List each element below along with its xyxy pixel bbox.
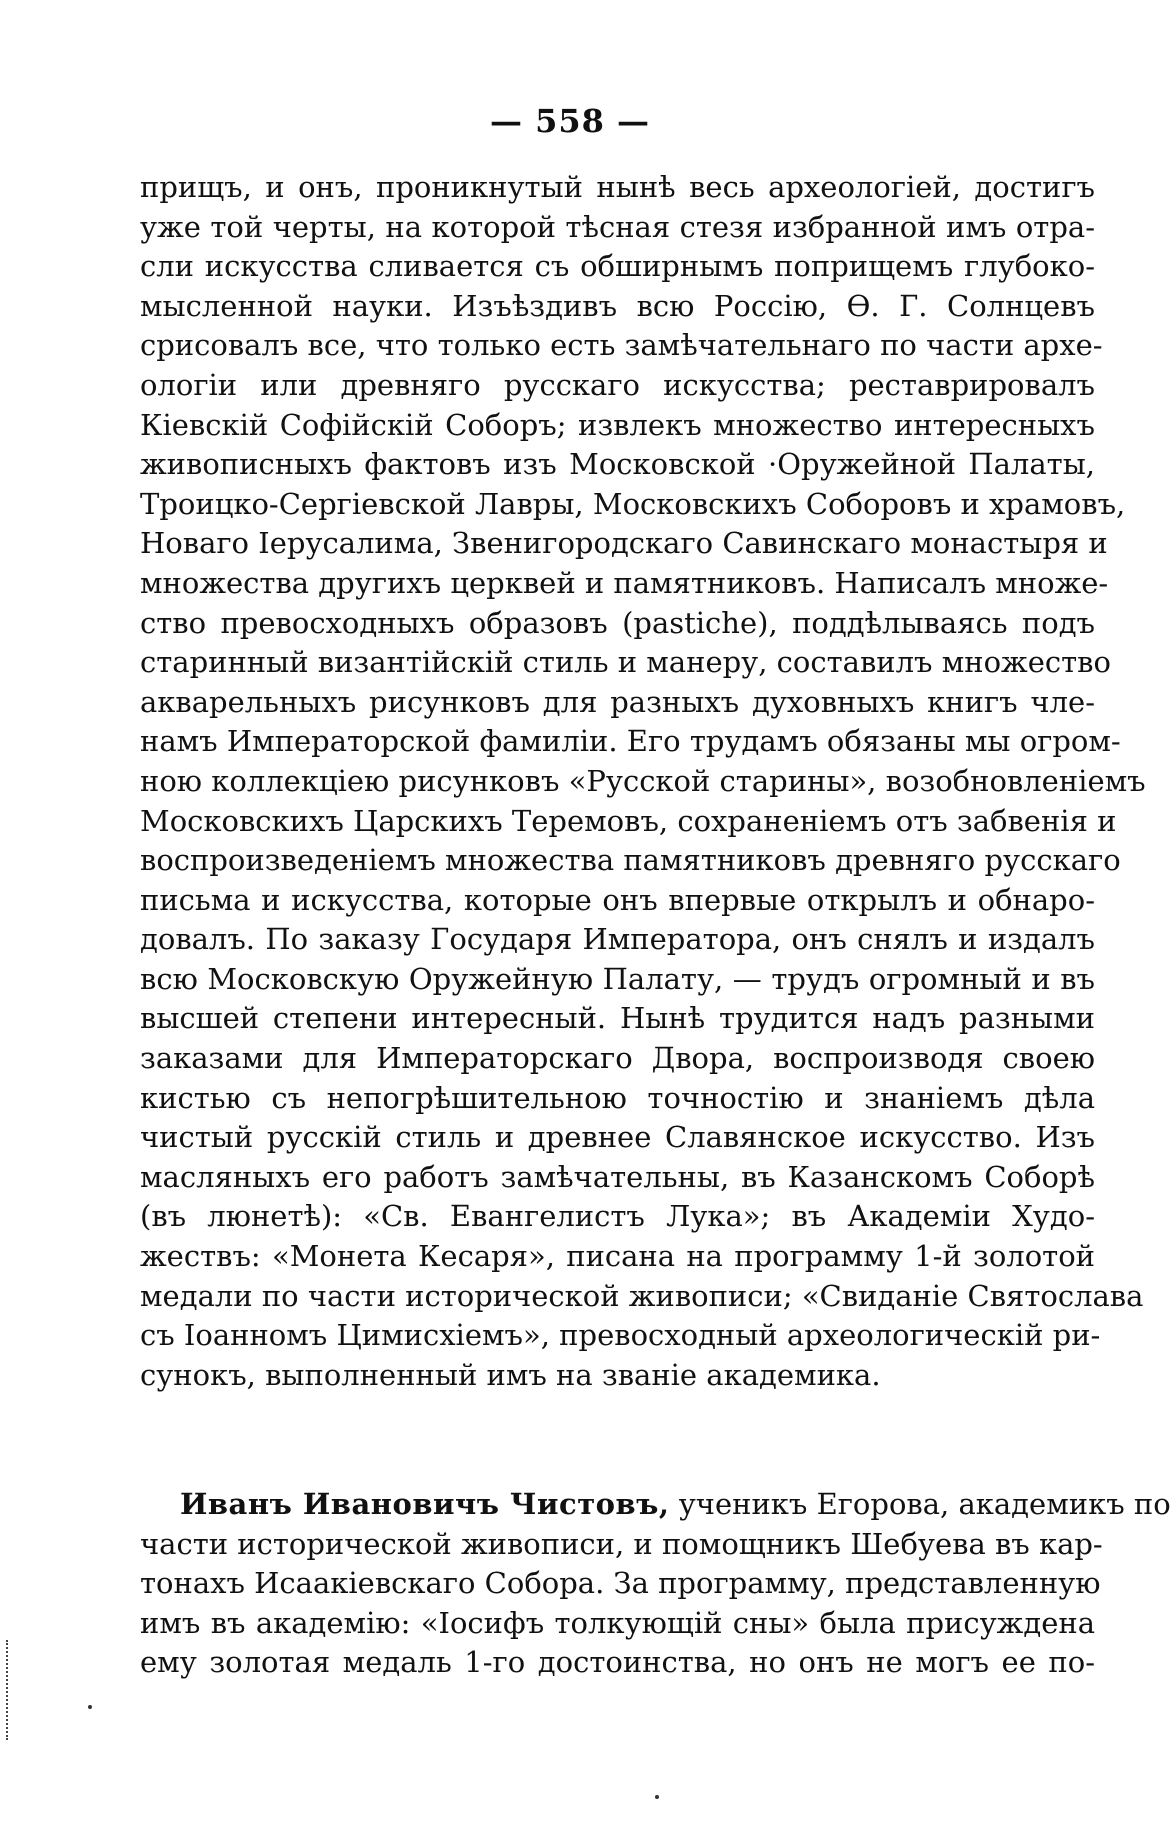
text-line: письма и искусства, которые онъ впервые открылъ и обнаро- bbox=[140, 882, 1095, 917]
text-line: прищъ, и онъ, проникнутый нынѣ весь археологіей, достигъ bbox=[140, 170, 1095, 204]
text-line: ологіи или древняго русскаго искусства; реставрировалъ bbox=[140, 367, 1095, 402]
text-line: сунокъ, выполненный имъ на званіе академика. bbox=[140, 1357, 881, 1392]
text-line: высшей степени интересный. Нынѣ трудится надъ разными bbox=[140, 1001, 1095, 1036]
text-line: сли искусства сливается съ обширнымъ поприщемъ глубоко- bbox=[140, 249, 1095, 284]
text-line: множества другихъ церквей и памятниковъ. Написалъ множе- bbox=[140, 565, 1109, 600]
text-line: имъ въ академію: «Іосифъ толкующій сны» была присуждена bbox=[140, 1605, 1095, 1640]
text-line: воспроизведеніемъ множества памятниковъ древняго русскаго bbox=[140, 843, 1121, 878]
text-line: жествъ: «Монета Кесаря», писана на программу 1-й золотой bbox=[140, 1239, 1095, 1274]
text-line: кистью съ непогрѣшительною точностію и знаніемъ дѣла bbox=[140, 1080, 1095, 1115]
text-line: всю Московскую Оружейную Палату, — трудъ огромный и въ bbox=[140, 961, 1095, 996]
text-line: мысленной науки. Изъѣздивъ всю Россію, Ѳ. Г. Солнцевъ bbox=[140, 288, 1095, 323]
text-line: масляныхъ его работъ замѣчательны, въ Казанскомъ Соборѣ bbox=[140, 1159, 1095, 1194]
text-line: съ Іоанномъ Цимисхіемъ», превосходный археологическій ри- bbox=[140, 1318, 1101, 1353]
text-line: ему золотая медаль 1-го достоинства, но онъ не могъ ее по- bbox=[140, 1645, 1095, 1680]
text-line: старинный византійскій стиль и манеру, составилъ множество bbox=[140, 645, 1111, 680]
text-line: Московскихъ Царскихъ Теремовъ, сохраненіемъ отъ забвенія и bbox=[140, 803, 1117, 838]
text-line: ство превосходныхъ образовъ (pastiche), поддѣлываясь подъ bbox=[140, 605, 1095, 640]
text-line: медали по части исторической живописи; «Свиданіе Святослава bbox=[140, 1278, 1144, 1313]
text-line: заказами для Императорскаго Двора, воспроизводя своею bbox=[140, 1041, 1095, 1076]
page-number: — 558 — bbox=[489, 102, 651, 140]
entry-heading-rest: ученикъ Егорова, академикъ по bbox=[669, 1487, 1171, 1521]
text-line: части исторической живописи, и помощникъ Шебуева въ кар- bbox=[140, 1526, 1103, 1561]
text-line: намъ Императорской фамиліи. Его трудамъ обязаны мы огром- bbox=[140, 724, 1121, 759]
text-line: чистый русскій стиль и древнее Славянское искусство. Изъ bbox=[140, 1120, 1095, 1155]
text-line: (въ люнетѣ): «Св. Евангелистъ Лука»; въ Академіи Худо- bbox=[140, 1199, 1095, 1234]
text-line bbox=[140, 1485, 1171, 1525]
text-line: тонахъ Исаакіевскаго Собора. За программу, представленную bbox=[140, 1566, 1101, 1601]
paragraph-solntsev bbox=[140, 168, 1146, 1395]
text-line: Троицко-Сергіевской Лавры, Московскихъ Соборовъ и храмовъ, bbox=[140, 486, 1126, 521]
text-line: Новаго Іерусалима, Звенигородскаго Савинскаго монастыря и bbox=[140, 526, 1108, 561]
print-speck bbox=[655, 1795, 659, 1799]
paragraph-chistov bbox=[140, 1485, 1171, 1683]
text-line: ною коллекціею рисунковъ «Русской старины», возобновленіемъ bbox=[140, 763, 1146, 798]
margin-mark bbox=[6, 1640, 11, 1740]
entry-heading-name: Иванъ Ивановичъ Чистовъ, bbox=[180, 1487, 670, 1521]
text-line: уже той черты, на которой тѣсная стезя избранной имъ отра- bbox=[140, 209, 1095, 244]
print-speck bbox=[88, 1705, 92, 1709]
text-line: акварельныхъ рисунковъ для разныхъ духовныхъ книгъ чле- bbox=[140, 684, 1095, 719]
text-line: срисовалъ все, что только есть замѣчательнаго по части архе- bbox=[140, 328, 1103, 363]
text-line: довалъ. По заказу Государя Императора, онъ снялъ и издалъ bbox=[140, 922, 1095, 957]
text-line: живописныхъ фактовъ изъ Московской ·Оружейной Палаты, bbox=[140, 447, 1095, 482]
text-line: Кіевскій Софійскій Соборъ; извлекъ множество интересныхъ bbox=[140, 407, 1095, 442]
